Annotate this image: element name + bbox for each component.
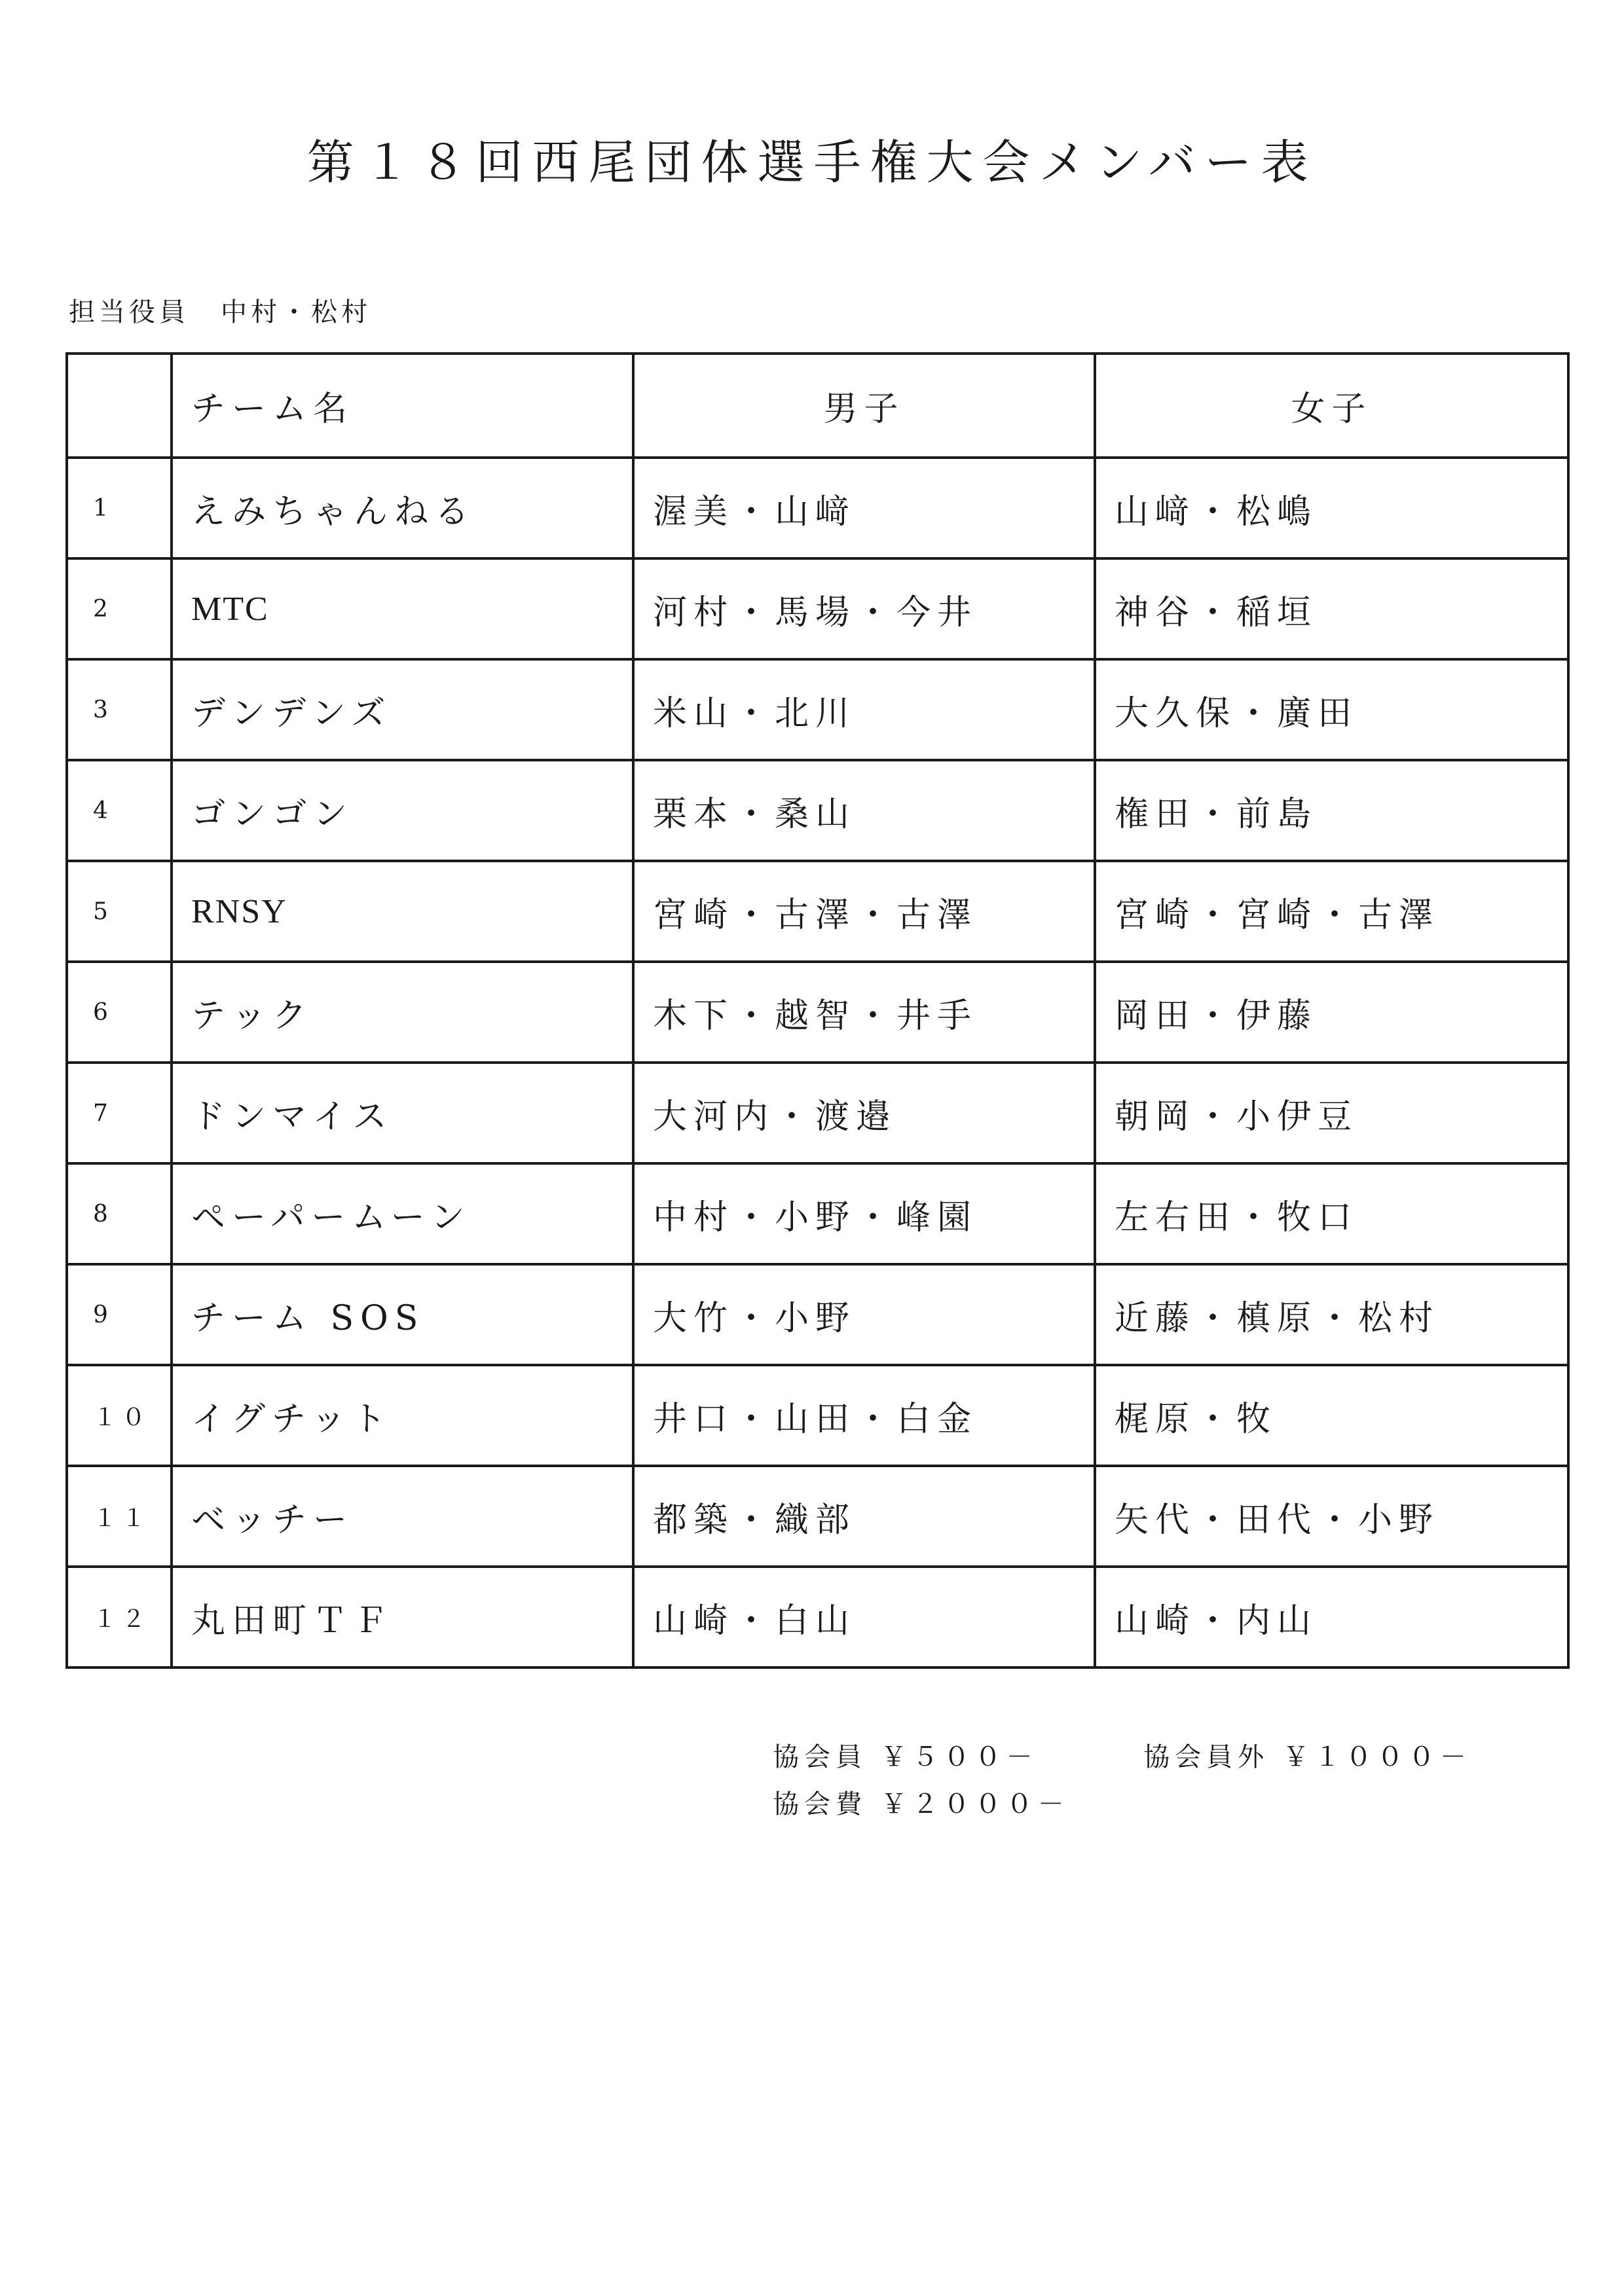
row-number: 4 xyxy=(67,760,172,861)
men-members: 栗本・桑山 xyxy=(633,760,1095,861)
nonmember-fee-amount: ￥１０００－ xyxy=(1282,1742,1471,1772)
men-members: 大竹・小野 xyxy=(633,1264,1095,1365)
women-members: 近藤・槙原・松村 xyxy=(1095,1264,1568,1365)
table-row xyxy=(67,558,1568,659)
table-row xyxy=(67,1365,1568,1466)
team-name: テック xyxy=(172,962,633,1063)
team-name: チーム SOS xyxy=(172,1264,633,1365)
member-table xyxy=(65,352,1570,1669)
row-number: 7 xyxy=(67,1063,172,1163)
women-members: 梶原・牧 xyxy=(1095,1365,1568,1466)
fee-line-2 xyxy=(773,1781,1471,1828)
team-name: 丸田町ＴＦ xyxy=(172,1567,633,1667)
men-members: 中村・小野・峰園 xyxy=(633,1163,1095,1264)
table-row xyxy=(67,1163,1568,1264)
men-members: 渥美・山﨑 xyxy=(633,458,1095,558)
row-number: 5 xyxy=(67,861,172,962)
table-row xyxy=(67,760,1568,861)
women-members: 大久保・廣田 xyxy=(1095,659,1568,760)
table-row xyxy=(67,1063,1568,1163)
fee-line-1 xyxy=(773,1734,1471,1781)
page-title: 第１８回西尾団体選手権大会メンバー表 xyxy=(306,135,1318,190)
team-name: ドンマイス xyxy=(172,1063,633,1163)
staff-names: 中村・松村 xyxy=(221,297,371,327)
table-row xyxy=(67,458,1568,558)
women-members: 山﨑・松嶋 xyxy=(1095,458,1568,558)
row-number: 9 xyxy=(67,1264,172,1365)
team-name: デンデンズ xyxy=(172,659,633,760)
team-name: イグチット xyxy=(172,1365,633,1466)
men-members: 都築・織部 xyxy=(633,1466,1095,1567)
header-row xyxy=(67,354,1568,458)
nonmember-fee-label: 協会員外 xyxy=(1143,1742,1270,1772)
header-number xyxy=(67,354,172,458)
association-fee-label: 協会費 xyxy=(773,1789,867,1819)
women-members: 左右田・牧口 xyxy=(1095,1163,1568,1264)
row-number: 8 xyxy=(67,1163,172,1264)
team-name: RNSY xyxy=(172,861,633,962)
table-row xyxy=(67,1466,1568,1567)
row-number: 2 xyxy=(67,558,172,659)
team-name: ペーパームーン xyxy=(172,1163,633,1264)
men-members: 宮崎・古澤・古澤 xyxy=(633,861,1095,962)
table-row xyxy=(67,1567,1568,1667)
row-number: １１ xyxy=(67,1466,172,1567)
table-row xyxy=(67,861,1568,962)
team-name: ゴンゴン xyxy=(172,760,633,861)
women-members: 矢代・田代・小野 xyxy=(1095,1466,1568,1567)
row-number: 1 xyxy=(67,458,172,558)
men-members: 河村・馬場・今井 xyxy=(633,558,1095,659)
fee-notes xyxy=(773,1734,1471,1828)
men-members: 井口・山田・白金 xyxy=(633,1365,1095,1466)
header-women: 女子 xyxy=(1095,354,1568,458)
staff-line xyxy=(69,291,371,329)
team-name: えみちゃんねる xyxy=(172,458,633,558)
association-fee-amount: ￥２０００－ xyxy=(880,1789,1069,1819)
team-name: ベッチー xyxy=(172,1466,633,1567)
men-members: 米山・北川 xyxy=(633,659,1095,760)
staff-label: 担当役員 xyxy=(69,297,189,327)
women-members: 神谷・稲垣 xyxy=(1095,558,1568,659)
table-row xyxy=(67,659,1568,760)
member-fee-label: 協会員 xyxy=(773,1742,867,1772)
row-number: 3 xyxy=(67,659,172,760)
header-men: 男子 xyxy=(633,354,1095,458)
women-members: 朝岡・小伊豆 xyxy=(1095,1063,1568,1163)
men-members: 大河内・渡邉 xyxy=(633,1063,1095,1163)
row-number: １０ xyxy=(67,1365,172,1466)
men-members: 木下・越智・井手 xyxy=(633,962,1095,1063)
women-members: 権田・前島 xyxy=(1095,760,1568,861)
table-row xyxy=(67,1264,1568,1365)
member-fee-amount: ￥５００－ xyxy=(880,1742,1038,1772)
men-members: 山崎・白山 xyxy=(633,1567,1095,1667)
row-number: １２ xyxy=(67,1567,172,1667)
table-row xyxy=(67,962,1568,1063)
header-team: チーム名 xyxy=(172,354,633,458)
row-number: 6 xyxy=(67,962,172,1063)
women-members: 宮崎・宮崎・古澤 xyxy=(1095,861,1568,962)
women-members: 山崎・内山 xyxy=(1095,1567,1568,1667)
team-name: MTC xyxy=(172,558,633,659)
women-members: 岡田・伊藤 xyxy=(1095,962,1568,1063)
